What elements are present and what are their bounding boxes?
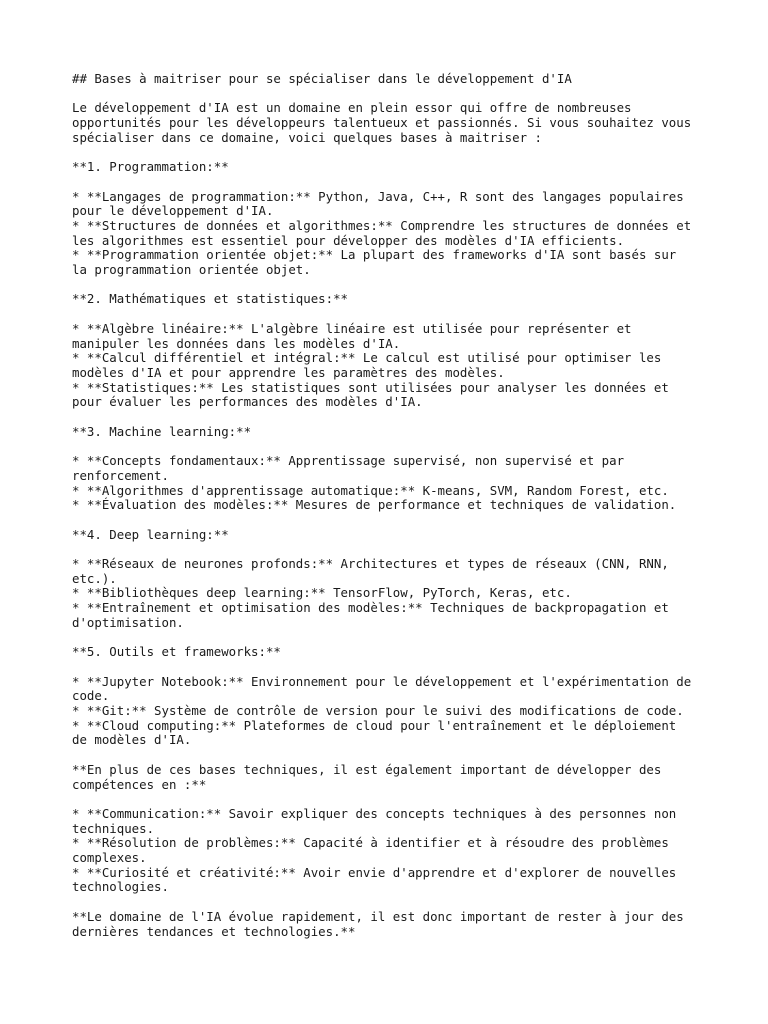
text-line: **4. Deep learning:** bbox=[72, 526, 229, 542]
blank-line bbox=[72, 513, 702, 528]
blank-line bbox=[72, 307, 702, 322]
text-line: techniques. bbox=[72, 820, 155, 836]
blank-line bbox=[72, 895, 702, 910]
blank-line bbox=[72, 660, 702, 675]
text-line: **1. Programmation:** bbox=[72, 159, 229, 175]
text-line: * **Calcul différentiel et intégral:** Le calcul est utilisé pour optimiser les bbox=[72, 350, 662, 366]
text-line: modèles d'IA et pour apprendre les paramètres des modèles. bbox=[72, 364, 505, 380]
text-line: * **Bibliothèques deep learning:** TensorFlow, PyTorch, Keras, etc. bbox=[72, 585, 572, 601]
text-line: * **Statistiques:** Les statistiques sont utilisées pour analyser les données et bbox=[72, 379, 669, 395]
blank-line bbox=[72, 439, 702, 454]
text-line: la programmation orientée objet. bbox=[72, 262, 311, 278]
blank-line bbox=[72, 175, 702, 190]
text-line: complexes. bbox=[72, 850, 147, 866]
text-line: compétences en :** bbox=[72, 776, 207, 792]
text-line: * **Communication:** Savoir expliquer des concepts techniques à des personnes non bbox=[72, 805, 677, 821]
text-line: * **Évaluation des modèles:** Mesures de performance et techniques de validation. bbox=[72, 497, 677, 513]
text-line: * **Jupyter Notebook:** Environnement pour le développement et l'expérimentation de bbox=[72, 673, 692, 689]
text-line: * **Curiosité et créativité:** Avoir envie d'apprendre et d'explorer de nouvelles bbox=[72, 864, 677, 880]
text-line: * **Résolution de problèmes:** Capacité à identifier et à résoudre des problèmes bbox=[72, 835, 669, 851]
text-line: technologies. bbox=[72, 879, 169, 895]
text-line: spécialiser dans ce domaine, voici quelques bases à maitriser : bbox=[72, 129, 542, 145]
blank-line bbox=[72, 792, 702, 807]
text-line: * **Langages de programmation:** Python, Java, C++, R sont des langages populaires bbox=[72, 188, 684, 204]
text-line: d'optimisation. bbox=[72, 614, 184, 630]
text-line: renforcement. bbox=[72, 467, 169, 483]
text-line: code. bbox=[72, 688, 110, 704]
text-line: Le développement d'IA est un domaine en plein essor qui offre de nombreuses bbox=[72, 100, 632, 116]
text-line: de modèles d'IA. bbox=[72, 732, 192, 748]
text-line: ## Bases à maitriser pour se spécialiser dans le développement d'IA bbox=[72, 71, 572, 86]
text-line: pour le développement d'IA. bbox=[72, 203, 274, 219]
text-line: **Le domaine de l'IA évolue rapidement, il est donc important de rester à jour des bbox=[72, 908, 684, 924]
blank-line bbox=[72, 410, 702, 425]
blank-line bbox=[72, 146, 702, 161]
text-line: les algorithmes est essentiel pour développer des modèles d'IA efficients. bbox=[72, 232, 625, 248]
text-line: etc.). bbox=[72, 570, 117, 586]
blank-line bbox=[72, 278, 702, 293]
text-line: **3. Machine learning:** bbox=[72, 423, 252, 439]
text-line: * **Programmation orientée objet:** La plupart des frameworks d'IA sont basés sur bbox=[72, 247, 677, 263]
text-line: manipuler les données dans les modèles d'IA. bbox=[72, 335, 401, 351]
blank-line bbox=[72, 542, 702, 557]
text-line: * **Entraînement et optimisation des modèles:** Techniques de backpropagation et bbox=[72, 600, 669, 616]
text-line: * **Structures de données et algorithmes:** Comprendre les structures de données et bbox=[72, 217, 692, 233]
text-line: * **Cloud computing:** Plateformes de cloud pour l'entraînement et le déploiement bbox=[72, 717, 677, 733]
document-body bbox=[72, 72, 702, 939]
text-line: opportunités pour les développeurs talentueux et passionnés. Si vous souhaitez vous bbox=[72, 115, 692, 131]
text-line: * **Concepts fondamentaux:** Apprentissage supervisé, non supervisé et par bbox=[72, 453, 625, 469]
text-line: **En plus de ces bases techniques, il est également important de développer des bbox=[72, 761, 662, 777]
text-line: * **Algèbre linéaire:** L'algèbre linéaire est utilisée pour représenter et bbox=[72, 320, 632, 336]
text-line: dernières tendances et technologies.** bbox=[72, 923, 356, 939]
text-line: * **Algorithmes d'apprentissage automatique:** K-means, SVM, Random Forest, etc. bbox=[72, 482, 669, 498]
text-line: pour évaluer les performances des modèles d'IA. bbox=[72, 394, 423, 410]
text-line: * **Git:** Système de contrôle de version pour le suivi des modifications de code. bbox=[72, 703, 684, 719]
blank-line bbox=[72, 748, 702, 763]
text-line: **2. Mathématiques et statistiques:** bbox=[72, 291, 349, 307]
blank-line bbox=[72, 631, 702, 646]
text-line: * **Réseaux de neurones profonds:** Architectures et types de réseaux (CNN, RNN, bbox=[72, 556, 669, 572]
text-line: **5. Outils et frameworks:** bbox=[72, 644, 281, 660]
blank-line bbox=[72, 87, 702, 102]
